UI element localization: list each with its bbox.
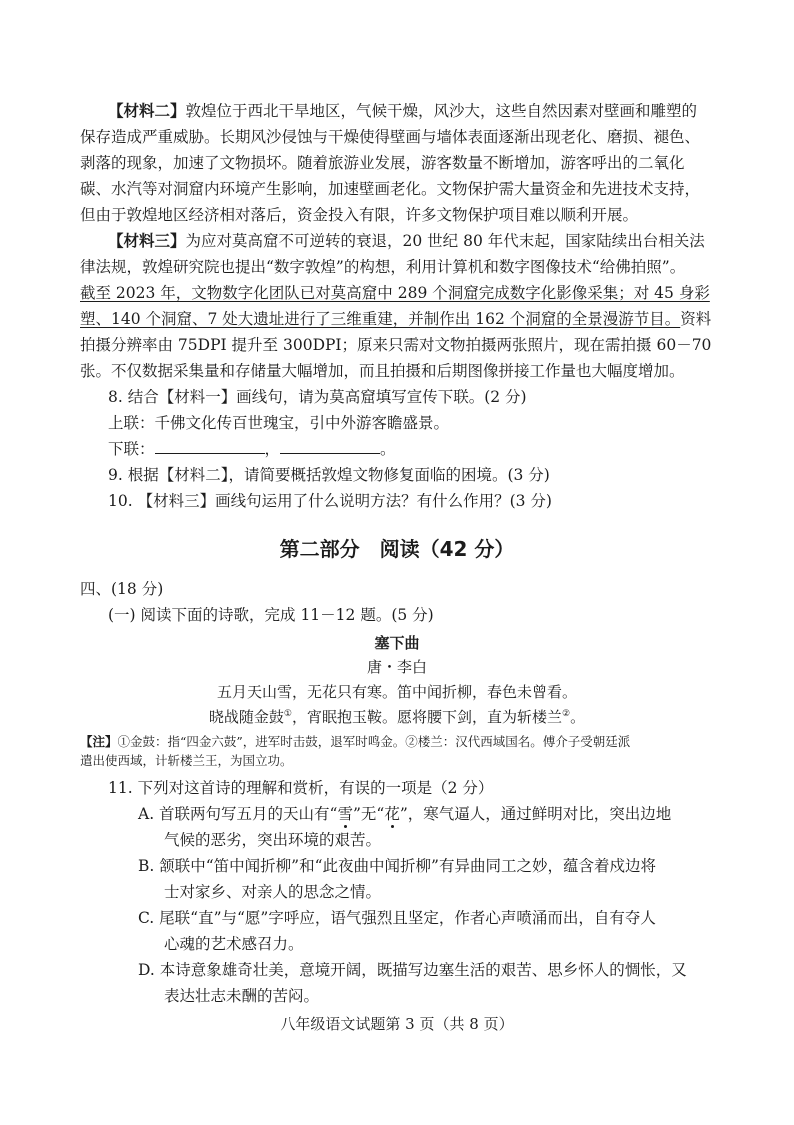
poem-title: 塞下曲 — [374, 634, 420, 652]
part-4-heading: 四、(18 分) — [80, 580, 164, 598]
material2-tag: 【材料二】 — [108, 102, 186, 120]
footnote-ref-2: ② — [562, 709, 571, 719]
question-10: 10. 【材料三】画线句运用了什么说明方法？有什么作用？(3 分) — [108, 492, 552, 510]
page-footer: 八年级语文试题第 3 页（共 8 页） — [280, 1015, 514, 1033]
note-tag: 【注】 — [80, 734, 118, 749]
option-a-line-1: A. 首联两句写五月的天山有“雪”无“花”，寒气逼人，通过鲜明对比，突出边地 — [138, 805, 672, 823]
material2-line-2: 保存造成严重威胁。长期风沙侵蚀与干燥使得壁画与墙体表面逐渐出现老化、磨损、褪色、 — [80, 128, 701, 146]
question-9: 9. 根据【材料二】，请简要概括敦煌文物修复面临的困境。(3 分) — [108, 466, 550, 484]
material3-line-6: 张。不仅数据采集量和存储量大幅增加，而且拍摄和后期图像拼接工作量也大幅度增加。 — [80, 362, 685, 380]
footnote-ref-1: ① — [283, 709, 292, 719]
poem-author: 唐・李白 — [366, 658, 427, 676]
material3-line-1: 【材料三】为应对莫高窟不可逆转的衰退，20 世纪 80 年代末起，国家陆续出台相关法 — [108, 232, 705, 250]
poem-line-2: 晓战随金鼓①，宵眠抱玉鞍。愿将腰下剑，直为斩楼兰②。 — [208, 708, 586, 726]
material2-line-1: 【材料二】敦煌位于西北干旱地区，气候干燥，风沙大，这些自然因素对壁画和雕塑的 — [108, 102, 698, 120]
option-d-line-2: 表达壮志未酬的苦闷。 — [164, 987, 320, 1005]
option-a-line-2: 气候的恶劣，突出环境的艰苦。 — [164, 831, 382, 849]
material3-line-5: 拍摄分辨率由 75DPI 提升至 300DPI；原来只需对文物拍摄两张照片，现在需拍摄 60－70 — [80, 336, 712, 354]
answer-blank-1[interactable] — [155, 439, 265, 454]
poem-note-line-2: 遣出使西域，计斩楼兰王，为国立功。 — [80, 753, 293, 768]
question-8: 8. 结合【材料一】画线句，请为莫高窟填写宣传下联。(2 分) — [108, 388, 527, 406]
option-c-line-2: 心魂的艺术感召力。 — [164, 935, 304, 953]
material3-underlined-line-1: 截至 2023 年，文物数字化团队已对莫高窟中 289 个洞窟完成数字化影像采集；对 45 身彩 — [80, 284, 710, 302]
option-c-line-1: C. 尾联“直”与“愿”字呼应，语气强烈且坚定，作者心声喷涌而出，自有夺人 — [138, 909, 656, 927]
material2-line-4: 碳、水汽等对洞窟内环境产生影响，加速壁画老化。文物保护需大量资金和先进技术支持， — [80, 180, 701, 198]
part-4-subheading: (一) 阅读下面的诗歌，完成 11－12 题。(5 分) — [108, 606, 434, 624]
material2-line-3: 剥落的现象，加速了文物损坏。随着旅游业发展，游客数量不断增加，游客呼出的二氧化 — [80, 154, 685, 172]
question-8-upper-couplet: 上联：千佛文化传百世瑰宝，引中外游客瞻盛景。 — [108, 414, 450, 432]
question-8-lower-couplet: 下联： ， 。 — [108, 440, 396, 458]
section-title: 第二部分 阅读（42 分） — [279, 537, 515, 561]
option-d-line-1: D. 本诗意象雄奇壮美，意境开阔，既描写边塞生活的艰苦、思乡怀人的惆怅，又 — [138, 961, 687, 979]
poem-note-line-1: 【注】①金鼓：指“四金六鼓”，进军时击鼓，退军时鸣金。②楼兰：汉代西域国名。傅介子受朝廷派 — [80, 734, 631, 749]
answer-blank-2[interactable] — [280, 439, 380, 454]
question-11: 11. 下列对这首诗的理解和赏析，有误的一项是（2 分） — [108, 779, 494, 797]
material3-underlined-line-2: 塑、140 个洞窟、7 处大遗址进行了三维重建，并制作出 162 个洞窟的全景漫游节目。 — [80, 310, 681, 328]
material2-line-5: 但由于敦煌地区经济相对落后，资金投入有限，许多文物保护项目难以顺利开展。 — [80, 206, 639, 224]
material3-line-4: 塑、140 个洞窟、7 处大遗址进行了三维重建，并制作出 162 个洞窟的全景漫游节目。资料 — [80, 310, 712, 328]
option-b-line-2: 士对家乡、对亲人的思念之情。 — [164, 883, 382, 901]
option-b-line-1: B. 颔联中“笛中闻折柳”和“此夜曲中闻折柳”有异曲同工之妙，蕴含着戍边将 — [138, 857, 656, 875]
material3-line-2: 律法规，敦煌研究院也提出“数字敦煌”的构想，利用计算机和数字图像技术“给佛拍照”。 — [80, 258, 686, 276]
poem-line-1: 五月天山雪，无花只有寒。笛中闻折柳，春色未曾看。 — [216, 683, 577, 701]
material3-tag: 【材料三】 — [108, 232, 186, 250]
